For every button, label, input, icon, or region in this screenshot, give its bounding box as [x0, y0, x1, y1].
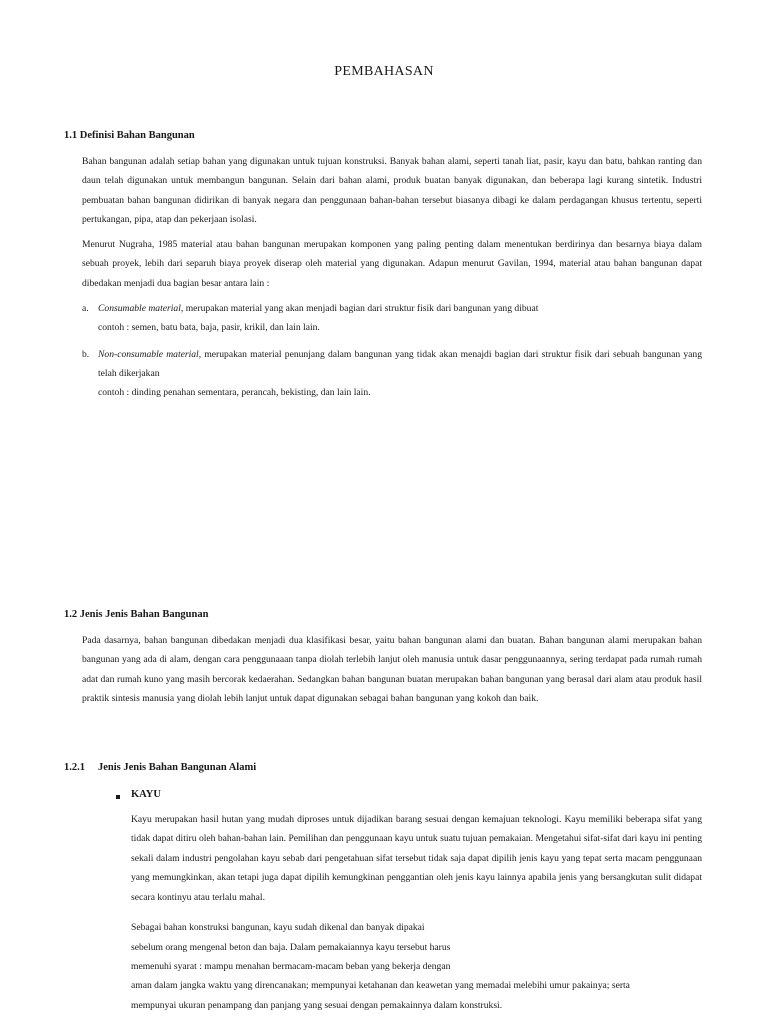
kayu-paragraph-1: Kayu merupakan hasil hutan yang mudah diproses untuk dijadikan barang sesuai dengan kemajuan teknologi. Kayu memiliki beberapa sifat yang tidak dapat ditiru oleh bahan-bahan lain. Pemilihan dan penggunaan kayu untuk suatu tujuan pemakaian. Mengetahui sifat-sifat dari kayu ini penting sekali dalam industri pengolahan kayu sebab dari pengetahuan sifat tersebut tidak saja dapat dipilih jenis kayu yang tepat serta macam penggunaan yang memungkinkan, akan tetapi juga dapat dipilih kemungkinan penggantian oleh jenis kayu lainnya apabila jenis yang bersangkutan sulit didapat secara kontinyu atau terlalu mahal. [131, 814, 702, 903]
list-marker: a. [82, 303, 89, 314]
list-item-a-example: contoh : semen, batu bata, baja, pasir, krikil, dan lain lain. [98, 322, 320, 333]
section-number-1-2-1: 1.2.1 [64, 762, 85, 773]
square-bullet-icon [116, 795, 120, 799]
bullet-kayu: KAYU [131, 789, 161, 800]
kayu-line-1: Sebagai bahan konstruksi bangunan, kayu sudah dikenal dan banyak dipakai [131, 922, 425, 933]
section-1-1-paragraph-2: Menurut Nugraha, 1985 material atau bahan bangunan merupakan komponen yang paling penting dalam menentukan berdirinya dan besarnya biaya dalam sebuah proyek, lebih dari separuh biaya proyek diserap oleh material yang digunakan. Adapun menurut Gavilan, 1994, material atau bahan bangunan dapat dibedakan menjadi dua bagian besar antara lain : [82, 239, 702, 289]
list-item-a-text: Consumable material, merupakan material yang akan menjadi bagian dari struktur fisik dari bangunan yang dibuat [98, 303, 539, 314]
kayu-line-2: sebelum orang mengenal beton dan baja. Dalam pemakaiannya kayu tersebut harus [131, 942, 451, 953]
section-1-1-paragraph-1: Bahan bangunan adalah setiap bahan yang digunakan untuk tujuan konstruksi. Banyak bahan alami, seperti tanah liat, pasir, kayu dan batu, bahkan ranting dan daun telah digunakan untuk membangun bangunan. Selain dari bahan alami, produk buatan banyak digunakan, dan beberapa lagi kurang sintetik. Industri pembuatan bahan bangunan didirikan di banyak negara dan penggunaan bahan-bahan tersebut biasanya dibagi ke dalam perdagangan khusus tertentu, seperti pertukangan, pipa, atap dan pekerjaan isolasi. [82, 156, 702, 226]
section-1-2-paragraph: Pada dasarnya, bahan bangunan dibedakan menjadi dua klasifikasi besar, yaitu bahan bangunan alami dan buatan. Bahan bangunan alami merupakan bahan bangunan yang ada di alam, dengan cara penggunaaan tanpa diolah terlebih lanjut oleh manusia untuk dasar penggunaannya, sering terdapat pada rumah rumah adat dan rumah kuno yang masih bercorak kedaerahan. Sedangkan bahan bangunan buatan merupakan bahan bangunan yang berasal dari alam atau produk hasil praktik sintesis manusia yang diolah lebih lanjut untuk dapat digunakan sebagai bahan bangunan yang kokoh dan baik. [82, 635, 702, 705]
section-heading-1-1: 1.1 Definisi Bahan Bangunan [64, 130, 195, 141]
list-item-b-example: contoh : dinding penahan sementara, perancah, bekisting, dan lain lain. [98, 387, 371, 398]
term-consumable: Consumable material [98, 303, 181, 314]
section-heading-1-2-1: Jenis Jenis Bahan Bangunan Alami [98, 762, 257, 773]
kayu-line-4: aman dalam jangka waktu yang direncanakan; mempunyai ketahanan dan keawetan yang memadai melebihi umur pakainya; serta [131, 980, 630, 991]
section-heading-1-2: 1.2 Jenis Jenis Bahan Bangunan [64, 609, 209, 620]
kayu-line-3: memenuhi syarat : mampu menahan bermacam-macam beban yang bekerja dengan [131, 961, 451, 972]
term-non-consumable: Non-consumable material [98, 349, 199, 360]
kayu-line-5: mempunyai ukuran penampang dan panjang yang sesuai dengan pemakainnya dalam konstruksi. [131, 1000, 503, 1011]
page-title: PEMBAHASAN [334, 64, 434, 79]
list-item-b-text: Non-consumable material, merupakan material penunjang dalam bangunan yang tidak akan menajdi bagian dari struktur fisik dari sebuah bangunan yang telah dikerjakan [98, 349, 702, 380]
list-marker: b. [82, 349, 90, 360]
